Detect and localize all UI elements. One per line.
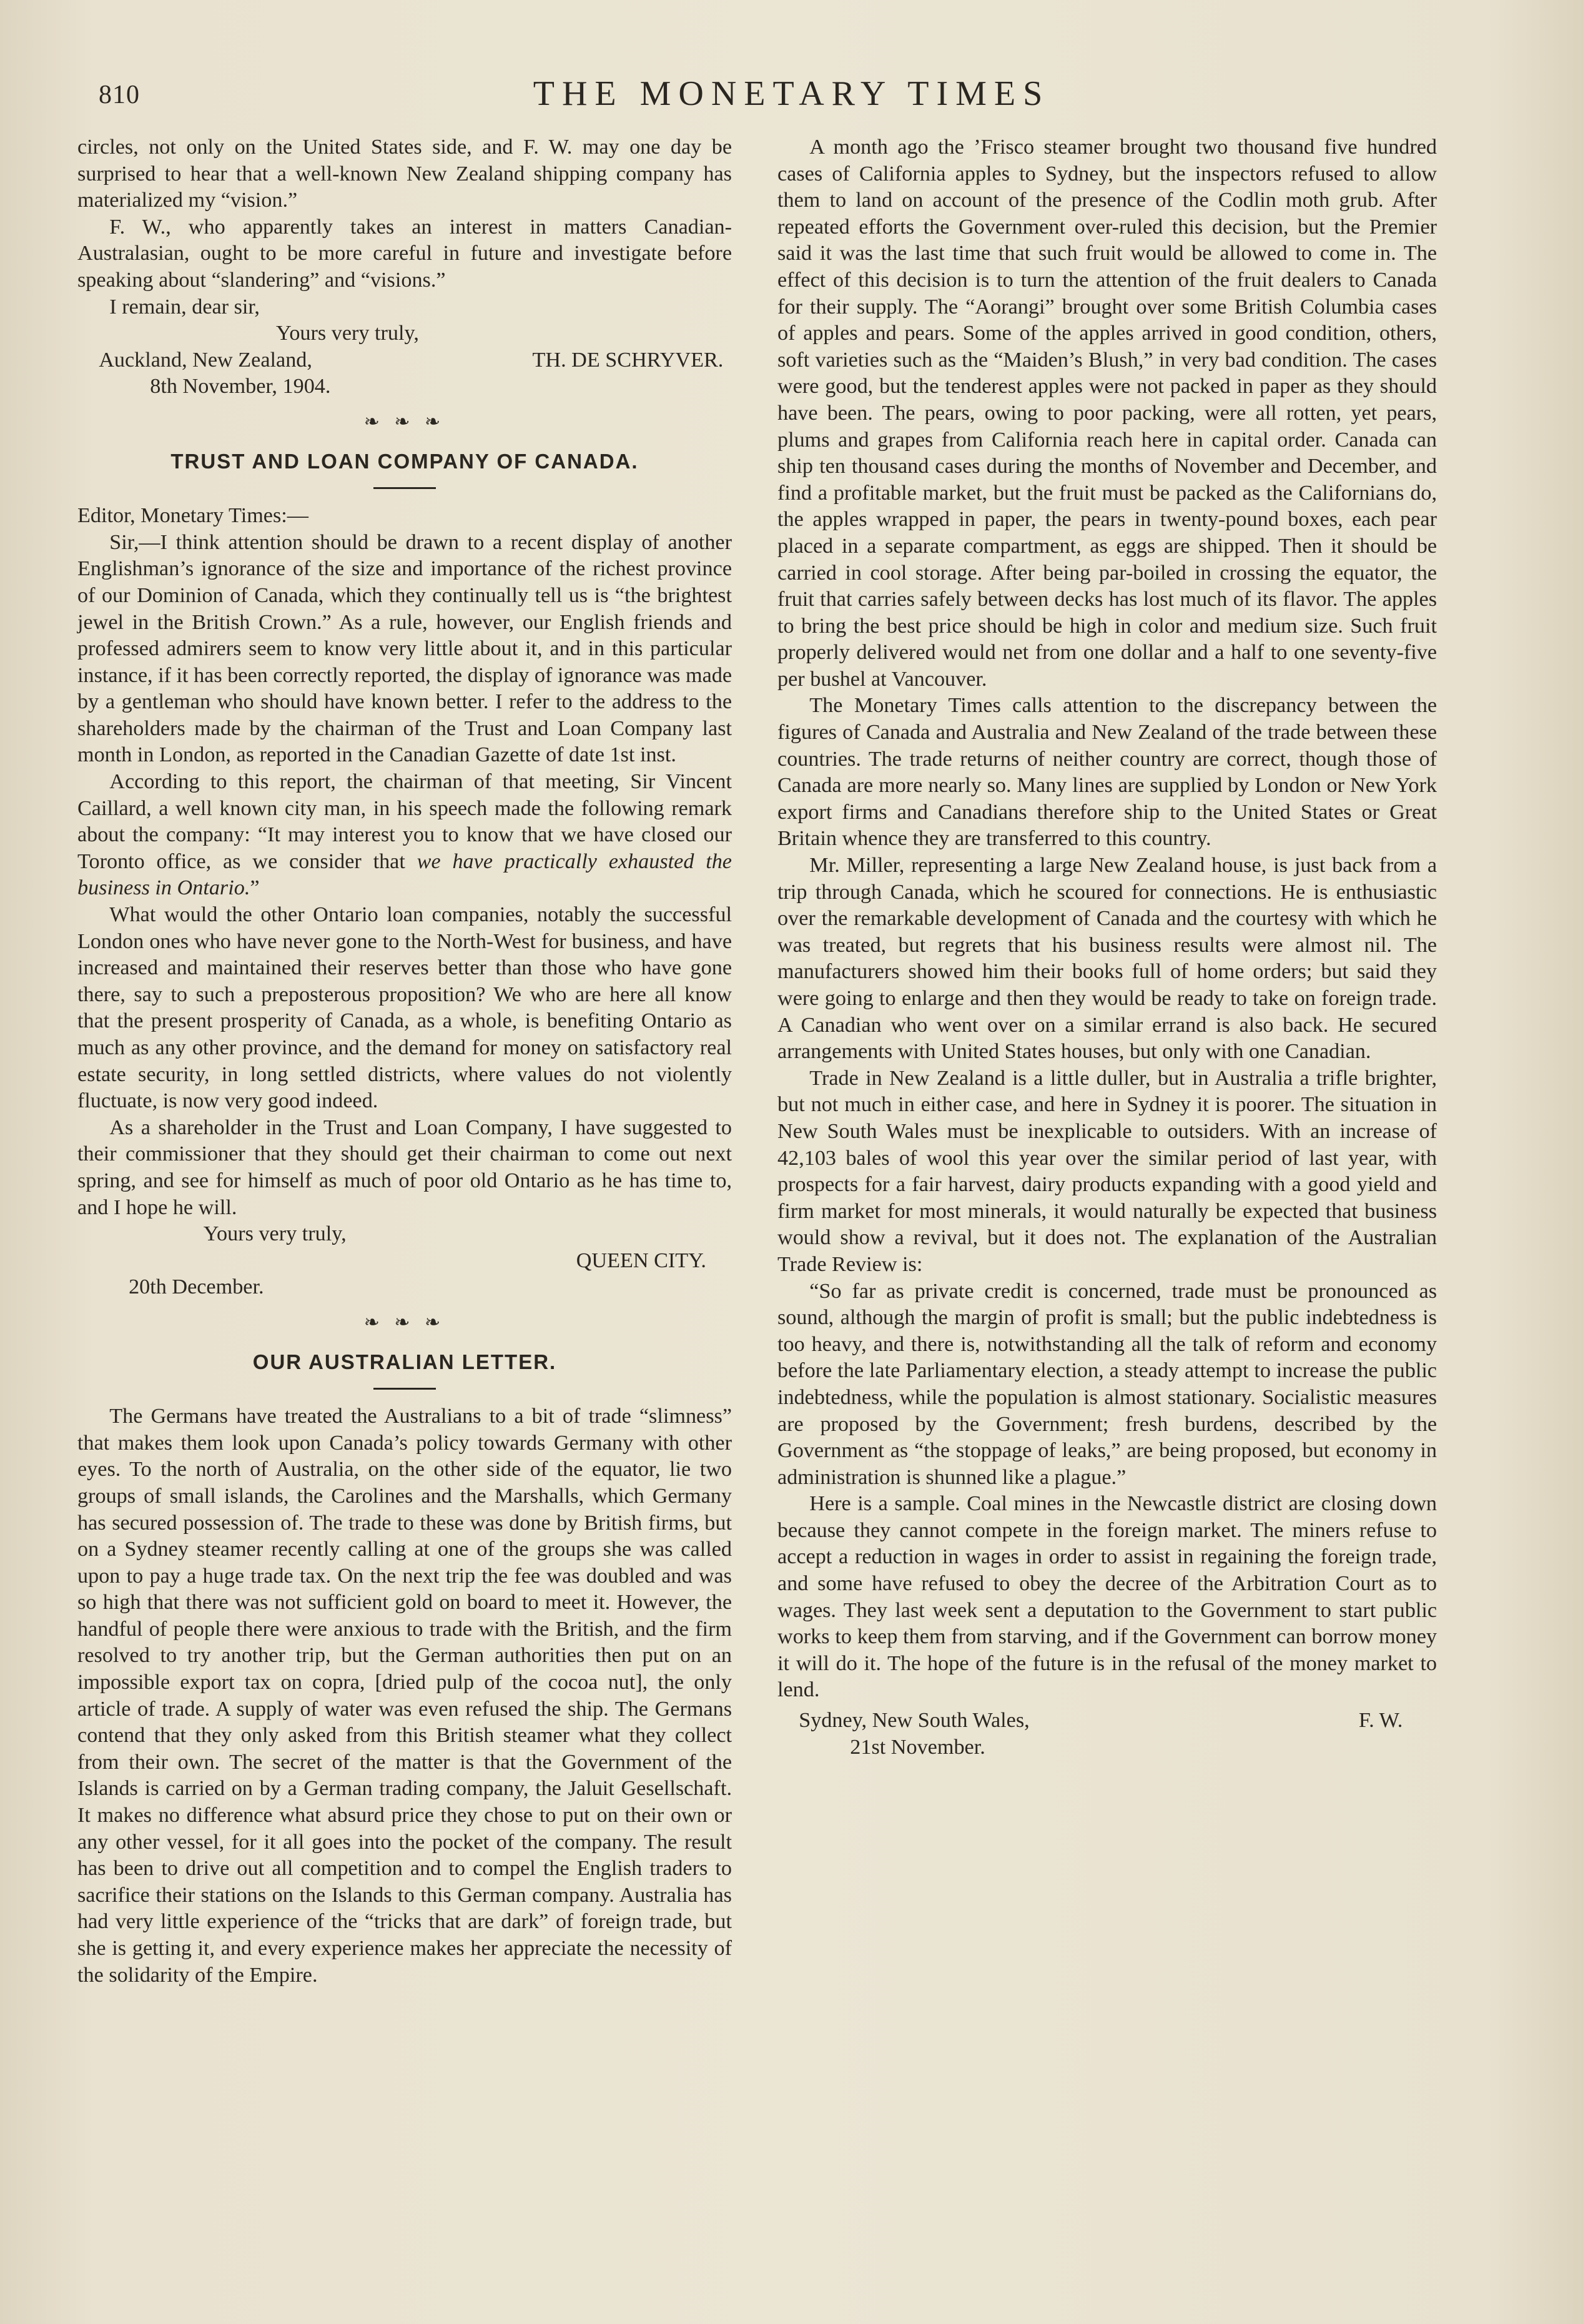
letter3-place: Sydney, New South Wales, xyxy=(799,1709,1030,1733)
letter1-paragraph-1: circles, not only on the United States side, and F. W. may one day be surprised to hear that a well-known New Zealand shipping company has materialized my “vision.” xyxy=(77,136,732,212)
letter1-paragraph-2: F. W., who apparently takes an interest in matters Canadian-Australasian, ought to be more careful in future and investigate before speaking about “slandering” and “visions.” xyxy=(77,215,732,292)
letter3-signature: F. W. xyxy=(1358,1709,1403,1733)
letter2-salutation: Editor, Monetary Times:— xyxy=(77,504,308,528)
letter2-paragraph-2 xyxy=(77,769,732,902)
letter3-paragraph-5: Trade in New Zealand is a little duller, but in Australia a trifle brighter, but not much in either case, and here in Sydney it is poorer. The situation in New South Wales must be inexplicable to outsiders. With an increase of 42,103 bales of wool this year over the similar period of last year, with prospects for a fair harvest, dairy products expanding with a good yield and firm market for most minerals, it would naturally be expected that business would show a revival, but it does not. The explanation of the Australian Trade Review is: xyxy=(777,1066,1437,1276)
section-ornament: ❧ ❧ ❧ xyxy=(363,411,446,432)
letter3-paragraph-1: The Germans have treated the Australians to a bit of trade “slimness” that makes them look upon Canada’s policy towards Germany with other eyes. To the north of Australia, on the other side of the equator, lie two groups of small islands, the Carolines and the Marshalls, which Germany has secured possession of. The trade to these was done by British firms, but on a Sydney steamer recently calling at one of the groups she was called upon to pay a huge trade tax. On the next trip the fee was doubled and was so high that there was not sufficient gold on board to meet it. However, the handful of people there were anxious to trade with the British, and the firm resolved to try another trip, but the German authorities then put on an impossible export tax on copra, [dried pulp of the cocoa nut], the only article of trade. A supply of water was even refused the ship. The Germans contend that they only asked from this British steamer what they collect from their own. The secret of the matter is that the Government of the Islands is carried on by a German trading company, the Jaluit Gesellschaft. It makes no difference what absurd price they chose to put on their own or any other vessel, for it all goes into the pocket of the company. The result has been to drive out all competition and to compel the English traders to sacrifice their stations on the Islands to this German company. Australia has had very little experience of the “tricks that are dark” of foreign trade, but she is getting it, and every experience makes her appreciate the necessity of the solidarity of the Empire. xyxy=(77,1405,732,1987)
letter3-signature-row xyxy=(777,1708,1437,1734)
left-column xyxy=(77,134,732,1989)
letter2-paragraph-1: Sir,—I think attention should be drawn to a recent display of another Englishman’s ignorance of the size and importance of the richest province of our Dominion of Canada, which they continually tell us is “the brightest jewel in the British Crown.” As a rule, however, our English friends and professed admirers seem to know very little about it, and in this particular instance, if it has been correctly reported, the display of ignorance was made by a gentleman who should have known better. I refer to the address to the shareholders made by the chairman of the Trust and Loan Company last month in London, as reported in the Canadian Gazette of date 1st inst. xyxy=(77,530,732,767)
letter1-closing: Yours very truly, xyxy=(276,322,419,345)
letter2-paragraph-4: As a shareholder in the Trust and Loan Company, I have suggested to their commissioner that they should get their chairman to come out next spring, and see for himself as much of poor old Ontario as he has time to, and I hope he will. xyxy=(77,1115,732,1219)
letter3-paragraph-3: The Monetary Times calls attention to the discrepancy between the figures of Canada and Australia and New Zealand of the trade between these countries. The trade returns of neither country are correct, though those of Canada are more nearly so. Many lines are supplied by London or New York export firms and Canadians therefore ship to the United States or Great Britain whence they are transferred to this country. xyxy=(777,694,1437,851)
letter3-quote: “So far as private credit is concerned, trade must be pronounced as sound, although the margin of profit is small; but the public indebtedness is too heavy, and there is, notwithstanding all the talk of reform and economy before the late Parliamentary election, a steady attempt to increase the public indebtedness, while the population is almost stationary. Socialistic measures are proposed by the Government; fresh burdens, described by the Government as “the stoppage of leaks,” are being proposed, but economy in administration is shunned like a plague.” xyxy=(777,1279,1437,1489)
running-title: THE MONETARY TIMES xyxy=(533,74,1050,113)
letter2-signature: QUEEN CITY. xyxy=(576,1249,706,1272)
letter3-paragraph-4: Mr. Miller, representing a large New Zealand house, is just back from a trip through Canada, which he scoured for connections. He is enthusiastic over the remarkable development of Canada and the courtesy with which he was treated, but regrets that his business results were almost nil. The manufacturers showed him their books full of home orders; but said they were going to enlarge and then they would be ready to take on foreign trade. A Canadian who went over on a similar errand is also back. He secured arrangements with United States houses, but only with one Canadian. xyxy=(777,854,1437,1064)
right-column xyxy=(777,134,1437,1761)
letter1-signature: TH. DE SCHRYVER. xyxy=(532,348,724,372)
letter2-p2-end: ” xyxy=(250,876,260,900)
letter3-date: 21st November. xyxy=(850,1735,985,1759)
letter1-date: 8th November, 1904. xyxy=(150,375,331,398)
letter2-p2-start: According to this report, the chairman of that meeting, Sir Vincent Caillard, a well known city man, in his speech made the following remark about the company: “It may interest you to know that we have closed our Toronto office, as we consider that xyxy=(77,770,732,873)
letter3-title: OUR AUSTRALIAN LETTER. xyxy=(252,1350,557,1373)
title-rule xyxy=(373,487,436,489)
letter2-title: TRUST AND LOAN COMPANY OF CANADA. xyxy=(170,449,639,473)
letter1-place: Auckland, New Zealand, xyxy=(99,348,312,372)
title-rule xyxy=(373,1388,436,1390)
letter3-paragraph-2: A month ago the ’Frisco steamer brought two thousand five hundred cases of California apples to Sydney, but the inspectors refused to allow them to land on account of the presence of the Codlin moth grub. After repeated efforts the Government over-ruled this decision, but the Premier said it was the last time that such fruit would be allowed to come in. The effect of this decision is to turn the attention of the fruit dealers to Canada for their supply. The “Aorangi” brought over some British Columbia cases of apples and pears. Some of the apples arrived in good condition, others, soft varieties such as the “Maiden’s Blush,” in very bad condition. The cases were good, but the tenderest apples were not packed in paper as they should have been. The pears, owing to poor packing, were all rotten, yet pears, plums and grapes from California reach here in capital order. Canada can ship ten thousand cases during the months of November and December, and find a profitable market, but the fruit must be packed as the Californians do, the apples wrapped in paper, the pears in twenty-pound boxes, each pear placed in a separate compartment, as eggs are shipped. Then it should be carried in cool storage. After being par-boiled in crossing the equator, the fruit that carries safely between decks has lost much of its flavor. The apples to bring the best price should be high in color and medium size. Such fruit properly delivered would net from one dollar and a half to one seventy-five per bushel at Vancouver. xyxy=(777,136,1437,691)
section-ornament: ❧ ❧ ❧ xyxy=(363,1312,446,1333)
page-header xyxy=(0,74,1583,124)
letter1-signature-row xyxy=(77,347,732,374)
page-number: 810 xyxy=(99,81,140,109)
letter2-date: 20th December. xyxy=(129,1275,264,1299)
letter2-paragraph-3: What would the other Ontario loan companies, notably the successful London ones who have never gone to the North-West for business, and have increased and maintained their reserves better than those who have gone there, say to such a preposterous proposition? We who are here all know that the present prosperity of Canada, as a whole, is benefiting Ontario as much as any other province, and the demand for money on satisfactory real estate security, in long settled districts, where values do not violently fluctuate, is now very good indeed. xyxy=(77,903,732,1113)
letter2-closing: Yours very truly, xyxy=(203,1222,347,1246)
letter2-p2-italic: we have practically exhausted the business in Ontario. xyxy=(77,849,732,900)
letter3-paragraph-7: Here is a sample. Coal mines in the Newcastle district are closing down because they cannot compete in the foreign market. The miners refuse to accept a reduction in wages in order to assist in regaining the foreign trade, and some have refused to obey the decree of the Arbitration Court as to wages. They last week sent a deputation to the Government to start public works to keep them from starving, and if the Government can borrow money it will do it. The hope of the future is in the refusal of the money market to lend. xyxy=(777,1492,1437,1702)
letter1-paragraph-3: I remain, dear sir, xyxy=(109,295,260,319)
